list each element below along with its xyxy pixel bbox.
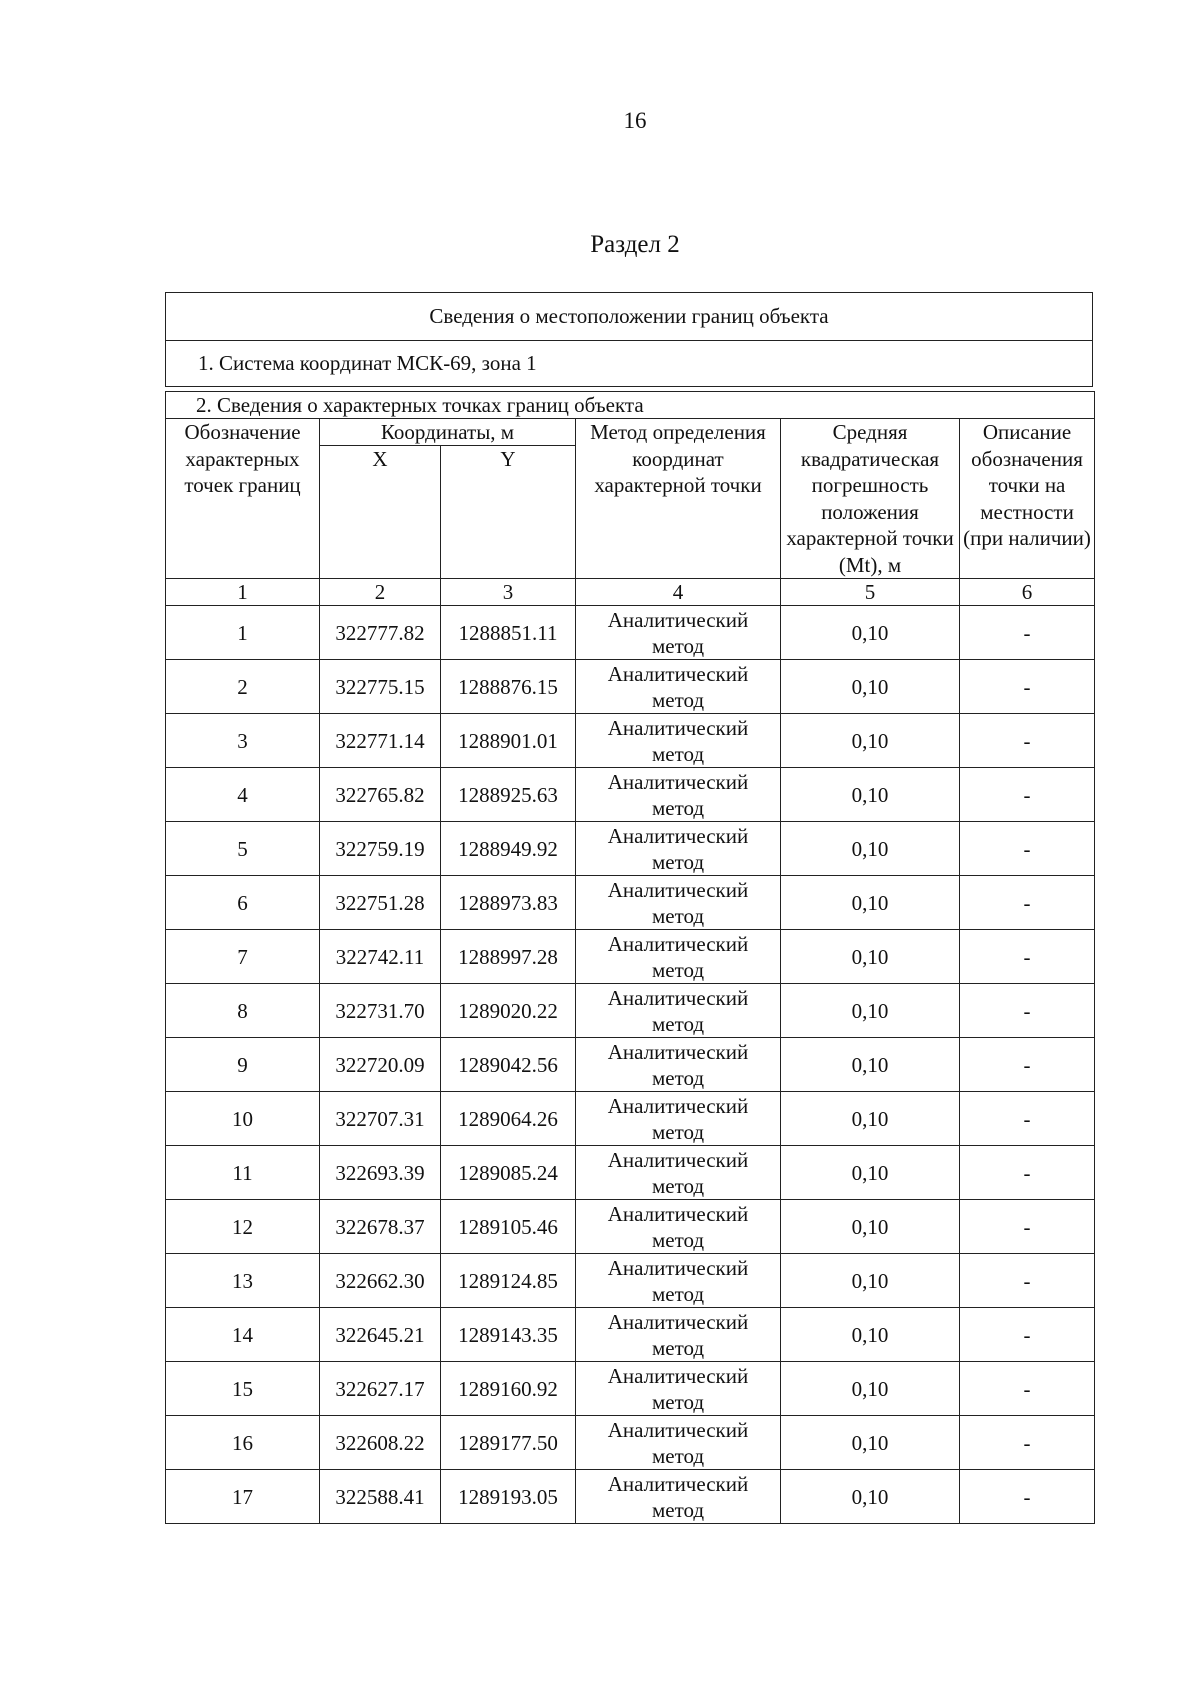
method-line-1: Аналитический bbox=[607, 1147, 749, 1172]
point-number: 1 bbox=[166, 606, 320, 660]
coordinate-x: 322777.82 bbox=[320, 606, 441, 660]
column-number: 2 bbox=[320, 579, 441, 606]
column-number: 1 bbox=[166, 579, 320, 606]
point-description: - bbox=[960, 1362, 1095, 1416]
method-cell bbox=[576, 1362, 781, 1416]
point-number: 2 bbox=[166, 660, 320, 714]
coordinate-y: 1288925.63 bbox=[441, 768, 576, 822]
method-line-2: метод bbox=[651, 1281, 705, 1306]
method-line-2: метод bbox=[651, 1011, 705, 1036]
method-line-2: метод bbox=[651, 1065, 705, 1090]
coordinate-x: 322720.09 bbox=[320, 1038, 441, 1092]
table-row bbox=[166, 1416, 1095, 1470]
mean-square-error: 0,10 bbox=[781, 768, 960, 822]
method-line-1: Аналитический bbox=[607, 985, 749, 1010]
table-row bbox=[166, 930, 1095, 984]
table-subtitle: 2. Сведения о характерных точках границ объекта bbox=[166, 392, 1095, 419]
table-row bbox=[166, 1038, 1095, 1092]
section-title: Раздел 2 bbox=[590, 231, 680, 258]
method-line-1: Аналитический bbox=[607, 823, 749, 848]
mean-square-error: 0,10 bbox=[781, 606, 960, 660]
method-line-1: Аналитический bbox=[607, 769, 749, 794]
method-cell bbox=[576, 1146, 781, 1200]
point-description: - bbox=[960, 660, 1095, 714]
method-line-1: Аналитический bbox=[607, 1039, 749, 1064]
table-row bbox=[166, 714, 1095, 768]
method-line-2: метод bbox=[651, 903, 705, 928]
point-number: 9 bbox=[166, 1038, 320, 1092]
point-number: 8 bbox=[166, 984, 320, 1038]
method-line-2: метод bbox=[651, 957, 705, 982]
point-number: 17 bbox=[166, 1470, 320, 1524]
coordinate-x: 322627.17 bbox=[320, 1362, 441, 1416]
method-line-1: Аналитический bbox=[607, 1093, 749, 1118]
column-number: 5 bbox=[781, 579, 960, 606]
method-cell bbox=[576, 1308, 781, 1362]
table-row bbox=[166, 1470, 1095, 1524]
method-line-1: Аналитический bbox=[607, 1363, 749, 1388]
method-cell bbox=[576, 1200, 781, 1254]
mean-square-error: 0,10 bbox=[781, 1200, 960, 1254]
table-row bbox=[166, 1092, 1095, 1146]
location-info-box bbox=[165, 292, 1093, 387]
coordinate-y: 1289042.56 bbox=[441, 1038, 576, 1092]
coordinate-y: 1289177.50 bbox=[441, 1416, 576, 1470]
coordinate-x: 322765.82 bbox=[320, 768, 441, 822]
coordinate-x: 322742.11 bbox=[320, 930, 441, 984]
coordinate-x: 322662.30 bbox=[320, 1254, 441, 1308]
method-cell bbox=[576, 930, 781, 984]
coordinate-x: 322693.39 bbox=[320, 1146, 441, 1200]
coordinate-y: 1288997.28 bbox=[441, 930, 576, 984]
method-line-2: метод bbox=[651, 1335, 705, 1360]
point-description: - bbox=[960, 1254, 1095, 1308]
method-cell bbox=[576, 876, 781, 930]
point-number: 15 bbox=[166, 1362, 320, 1416]
coordinate-y: 1289064.26 bbox=[441, 1092, 576, 1146]
coordinate-x: 322751.28 bbox=[320, 876, 441, 930]
coordinate-x: 322759.19 bbox=[320, 822, 441, 876]
point-number: 3 bbox=[166, 714, 320, 768]
point-description: - bbox=[960, 930, 1095, 984]
header-description: Описание обозначения точки на местности (при наличии) bbox=[960, 419, 1095, 579]
method-cell bbox=[576, 1254, 781, 1308]
point-number: 6 bbox=[166, 876, 320, 930]
column-number-row bbox=[166, 579, 1095, 606]
point-number: 12 bbox=[166, 1200, 320, 1254]
coordinate-system: 1. Система координат МСК-69, зона 1 bbox=[198, 351, 537, 375]
coordinate-x: 322775.15 bbox=[320, 660, 441, 714]
coordinate-x: 322678.37 bbox=[320, 1200, 441, 1254]
point-description: - bbox=[960, 1092, 1095, 1146]
method-line-1: Аналитический bbox=[607, 1201, 749, 1226]
method-line-1: Аналитический bbox=[607, 607, 749, 632]
coordinate-y: 1288973.83 bbox=[441, 876, 576, 930]
header-method: Метод определения координат характерной точки bbox=[576, 419, 781, 579]
method-line-2: метод bbox=[651, 1173, 705, 1198]
point-description: - bbox=[960, 1200, 1095, 1254]
header-error: Средняя квадратическая погрешность положения характерной точки (Mt), м bbox=[781, 419, 960, 579]
method-line-1: Аналитический bbox=[607, 877, 749, 902]
point-description: - bbox=[960, 1146, 1095, 1200]
point-description: - bbox=[960, 768, 1095, 822]
coordinate-y: 1288876.15 bbox=[441, 660, 576, 714]
mean-square-error: 0,10 bbox=[781, 1092, 960, 1146]
method-line-1: Аналитический bbox=[607, 661, 749, 686]
coordinate-y: 1289124.85 bbox=[441, 1254, 576, 1308]
method-line-2: метод bbox=[651, 741, 705, 766]
method-line-2: метод bbox=[651, 1227, 705, 1252]
header-designation: Обозначение характерных точек границ bbox=[166, 419, 320, 579]
location-info-header: Сведения о местоположении границ объекта bbox=[166, 293, 1092, 341]
point-description: - bbox=[960, 1416, 1095, 1470]
header-coordinates: Координаты, м bbox=[320, 419, 576, 446]
point-number: 16 bbox=[166, 1416, 320, 1470]
table-row bbox=[166, 768, 1095, 822]
mean-square-error: 0,10 bbox=[781, 1470, 960, 1524]
method-line-1: Аналитический bbox=[607, 1309, 749, 1334]
coordinate-y: 1289143.35 bbox=[441, 1308, 576, 1362]
table-row bbox=[166, 1200, 1095, 1254]
method-cell bbox=[576, 1092, 781, 1146]
coordinate-x: 322588.41 bbox=[320, 1470, 441, 1524]
mean-square-error: 0,10 bbox=[781, 1362, 960, 1416]
point-number: 13 bbox=[166, 1254, 320, 1308]
method-cell bbox=[576, 1416, 781, 1470]
column-number: 4 bbox=[576, 579, 781, 606]
point-number: 5 bbox=[166, 822, 320, 876]
method-line-1: Аналитический bbox=[607, 1417, 749, 1442]
mean-square-error: 0,10 bbox=[781, 930, 960, 984]
method-cell bbox=[576, 606, 781, 660]
mean-square-error: 0,10 bbox=[781, 1308, 960, 1362]
mean-square-error: 0,10 bbox=[781, 1146, 960, 1200]
point-number: 11 bbox=[166, 1146, 320, 1200]
table-row bbox=[166, 606, 1095, 660]
point-number: 4 bbox=[166, 768, 320, 822]
method-line-1: Аналитический bbox=[607, 1255, 749, 1280]
coordinate-y: 1289160.92 bbox=[441, 1362, 576, 1416]
method-line-2: метод bbox=[651, 1119, 705, 1144]
mean-square-error: 0,10 bbox=[781, 660, 960, 714]
coordinate-y: 1289020.22 bbox=[441, 984, 576, 1038]
point-description: - bbox=[960, 1470, 1095, 1524]
method-line-1: Аналитический bbox=[607, 1471, 749, 1496]
point-description: - bbox=[960, 714, 1095, 768]
method-cell bbox=[576, 822, 781, 876]
coordinate-y: 1289105.46 bbox=[441, 1200, 576, 1254]
mean-square-error: 0,10 bbox=[781, 822, 960, 876]
mean-square-error: 0,10 bbox=[781, 1254, 960, 1308]
coordinate-y: 1288851.11 bbox=[441, 606, 576, 660]
point-description: - bbox=[960, 1308, 1095, 1362]
coordinate-x: 322608.22 bbox=[320, 1416, 441, 1470]
point-number: 10 bbox=[166, 1092, 320, 1146]
table-row bbox=[166, 1362, 1095, 1416]
method-cell bbox=[576, 1038, 781, 1092]
method-line-2: метод bbox=[651, 1389, 705, 1414]
header-y: Y bbox=[441, 446, 576, 579]
mean-square-error: 0,10 bbox=[781, 714, 960, 768]
point-number: 7 bbox=[166, 930, 320, 984]
table-row bbox=[166, 1254, 1095, 1308]
coordinate-y: 1289193.05 bbox=[441, 1470, 576, 1524]
table-row bbox=[166, 660, 1095, 714]
table-row bbox=[166, 1308, 1095, 1362]
mean-square-error: 0,10 bbox=[781, 984, 960, 1038]
page-number: 16 bbox=[623, 108, 647, 133]
point-description: - bbox=[960, 822, 1095, 876]
method-line-2: метод bbox=[651, 1443, 705, 1468]
coordinate-x: 322731.70 bbox=[320, 984, 441, 1038]
method-cell bbox=[576, 714, 781, 768]
coordinate-y: 1288901.01 bbox=[441, 714, 576, 768]
point-number: 14 bbox=[166, 1308, 320, 1362]
method-cell bbox=[576, 660, 781, 714]
method-line-2: метод bbox=[651, 687, 705, 712]
column-number: 6 bbox=[960, 579, 1095, 606]
header-x: X bbox=[320, 446, 441, 579]
coordinate-x: 322707.31 bbox=[320, 1092, 441, 1146]
point-description: - bbox=[960, 1038, 1095, 1092]
method-line-1: Аналитический bbox=[607, 931, 749, 956]
table-row bbox=[166, 984, 1095, 1038]
method-cell bbox=[576, 984, 781, 1038]
column-number: 3 bbox=[441, 579, 576, 606]
point-description: - bbox=[960, 876, 1095, 930]
coordinate-y: 1289085.24 bbox=[441, 1146, 576, 1200]
point-description: - bbox=[960, 984, 1095, 1038]
method-cell bbox=[576, 1470, 781, 1524]
table-row bbox=[166, 1146, 1095, 1200]
method-line-1: Аналитический bbox=[607, 715, 749, 740]
method-line-2: метод bbox=[651, 849, 705, 874]
table-row bbox=[166, 822, 1095, 876]
point-description: - bbox=[960, 606, 1095, 660]
boundary-points-table bbox=[165, 391, 1095, 1524]
coordinate-x: 322771.14 bbox=[320, 714, 441, 768]
method-line-2: метод bbox=[651, 795, 705, 820]
method-line-2: метод bbox=[651, 1497, 705, 1522]
coordinate-x: 322645.21 bbox=[320, 1308, 441, 1362]
method-line-2: метод bbox=[651, 633, 705, 658]
coordinate-y: 1288949.92 bbox=[441, 822, 576, 876]
mean-square-error: 0,10 bbox=[781, 1038, 960, 1092]
table-row bbox=[166, 876, 1095, 930]
method-cell bbox=[576, 768, 781, 822]
mean-square-error: 0,10 bbox=[781, 1416, 960, 1470]
mean-square-error: 0,10 bbox=[781, 876, 960, 930]
